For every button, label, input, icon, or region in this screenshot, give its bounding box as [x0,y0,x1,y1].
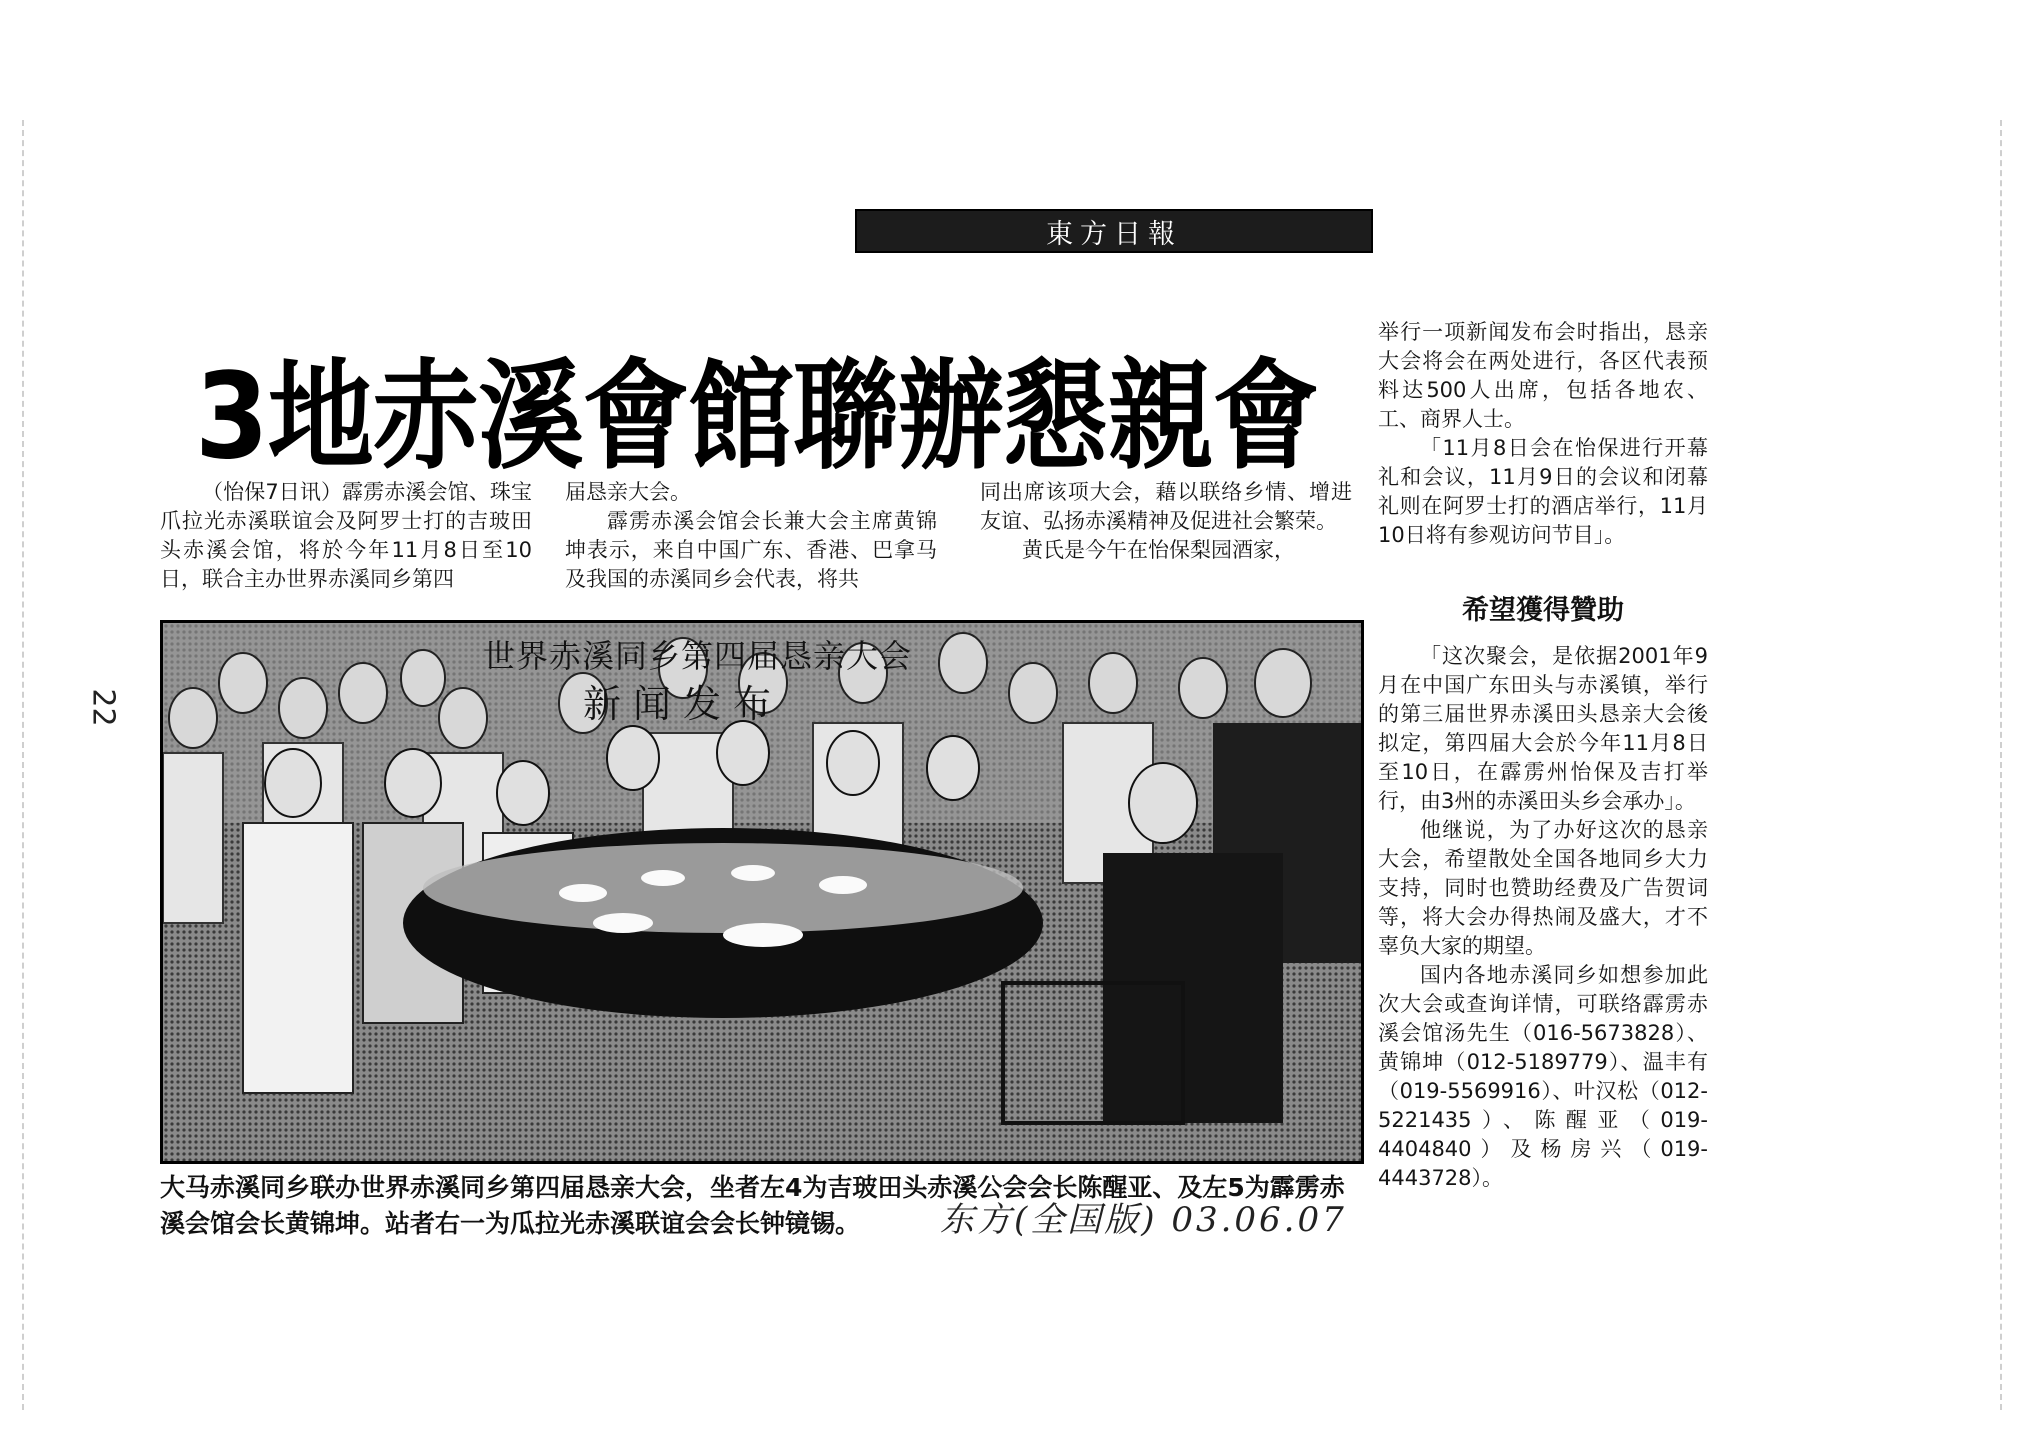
section-subheading: 希望獲得贊助 [1462,595,1624,626]
photo-banner-line1: 世界赤溪同乡第四届恳亲大会 [483,637,913,675]
paragraph: 国内各地赤溪同乡如想参加此次大会或查询详情，可联络霹雳赤溪会馆汤先生（016-5673828）、黄锦坤（012-5189779）、温丰有（019-5569916）、叶汉松（012-5221435）、陈醒亚（019-4404840）及杨房兴（019-4443728）。 [1378,963,1708,1190]
paragraph: 同出席该项大会，藉以联络乡情、增进友谊、弘扬赤溪精神及促进社会繁荣。 [980,480,1352,533]
article-headline: 3地赤溪會館聯辦懇親會 [195,347,1318,486]
article-column-3 [980,478,1352,565]
handwritten-source-note: 东方(全国版) 03.06.07 [940,1200,1347,1240]
paragraph: 举行一项新闻发布会时指出，恳亲大会将会在两处进行，各区代表预料达500人出席，包括各地农、工、商界人士。 [1378,320,1708,431]
newspaper-masthead: 東方日報 [855,209,1373,253]
scan-edge-left [22,120,24,1410]
article-column-2 [565,478,937,594]
paragraph: 黄氏是今午在怡保梨园酒家， [1022,538,1295,562]
scan-edge-right [2000,120,2002,1410]
photo-banner-line2: 新闻发布 [583,682,784,726]
paragraph: 届恳亲大会。 [565,480,691,504]
article-column-4-top [1378,318,1708,550]
photo-caption: 大马赤溪同乡联办世界赤溪同乡第四届恳亲大会，坐者左4为吉玻田头赤溪公会会长陈醒亚、及左5为霹雳赤溪会馆会长黄锦坤。站者右一为瓜拉光赤溪联谊会会长钟镜锡。 [160,1173,1345,1238]
paragraph: （怡保7日讯）霹雳赤溪会馆、珠宝爪拉光赤溪联谊会及阿罗士打的吉玻田头赤溪会馆，将於今年11月8日至10日，联合主办世界赤溪同乡第四 [160,480,532,591]
paragraph: 他继说，为了办好这次的恳亲大会，希望散处全国各地同乡大力支持，同时也赞助经费及广告贺词等，将大会办得热闹及盛大，才不辜负大家的期望。 [1378,818,1708,958]
paragraph: 霹雳赤溪会馆会长兼大会主席黄锦坤表示，来自中国广东、香港、巴拿马及我国的赤溪同乡会代表，将共 [565,509,937,591]
article-column-4-bottom [1378,642,1708,1193]
paragraph: 「11月8日会在怡保进行开幕礼和会议，11月9日的会议和闭幕礼则在阿罗士打的酒店举行，11月10日将有参观访问节目」。 [1378,436,1708,547]
page-number: 22 [85,688,121,727]
group-photo [160,620,1364,1164]
article-column-1 [160,478,532,594]
paragraph: 「这次聚会，是依据2001年9月在中国广东田头与赤溪镇，举行的第三届世界赤溪田头恳亲大会後拟定，第四届大会於今年11月8日至10日，在霹雳州怡保及吉打举行，由3州的赤溪田头乡会承办」。 [1378,644,1708,813]
